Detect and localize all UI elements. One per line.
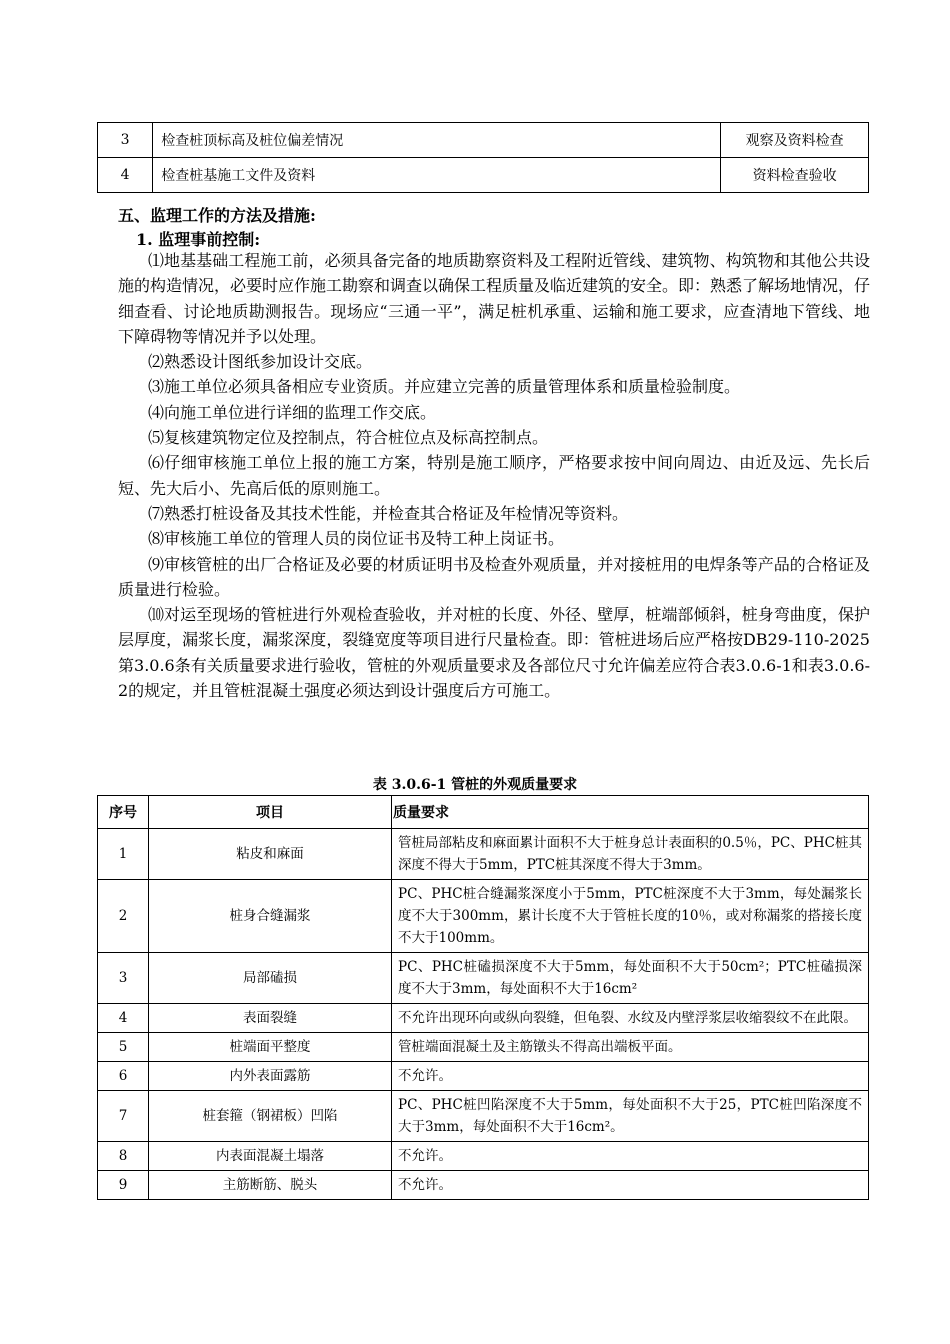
table-row [98,829,869,880]
header-requirement: 质量要求 [392,796,869,829]
body-text [118,248,870,703]
row-item: 桩身合缝漏浆 [149,880,392,953]
header-number: 序号 [98,796,149,829]
quality-requirements-table [97,795,869,1200]
row-item: 局部磕损 [149,953,392,1004]
table-row [98,1171,869,1200]
section-heading: 五、监理工作的方法及措施: [118,206,316,225]
row-item: 内表面混凝土塌落 [149,1142,392,1171]
row-item: 桩套箍（钢裙板）凹陷 [149,1091,392,1142]
row-number: 8 [98,1142,149,1171]
row-number: 4 [98,1004,149,1033]
paragraph: ⑸复核建筑物定位及控制点，符合桩位点及标高控制点。 [148,428,549,448]
paragraph: ⑼审核管桩的出厂合格证及必要的材质证明书及检查外观质量，并对接桩用的电焊条等产品的合格证及质量进行检验。 [118,554,870,599]
table-row [98,158,869,193]
row-item: 主筋断筋、脱头 [149,1171,392,1200]
table-row [98,1062,869,1091]
row-requirement: 管桩局部粘皮和麻面累计面积不大于桩身总计表面积的0.5％，PC、PHC桩其深度不得大于5mm，PTC桩其深度不得大于3mm。 [392,829,869,880]
row-number: 4 [98,158,153,193]
paragraph: ⑹仔细审核施工单位上报的施工方案，特别是施工顺序，严格要求按中间向周边、由近及远、先长后短、先大后小、先高后低的原则施工。 [118,453,870,498]
row-number: 1 [98,829,149,880]
table-row [98,1004,869,1033]
row-item: 表面裂缝 [149,1004,392,1033]
table-row [98,1033,869,1062]
row-number: 2 [98,880,149,953]
table-row [98,1091,869,1142]
header-item: 项目 [149,796,392,829]
table-caption: 表 3.0.6-1 管桩的外观质量要求 [372,777,578,793]
row-requirement: PC、PHC桩合缝漏浆深度小于5mm，PTC桩深度不大于3mm，每处漏浆长度不大于300mm，累计长度不大于管桩长度的10％，或对称漏浆的搭接长度不大于100mm。 [392,880,869,953]
table-row [98,953,869,1004]
paragraph: ⑻审核施工单位的管理人员的岗位证书及特工种上岗证书。 [148,529,565,549]
row-item: 内外表面露筋 [149,1062,392,1091]
row-number: 3 [98,953,149,1004]
row-number: 6 [98,1062,149,1091]
table-header-row [98,796,869,829]
paragraph: ⑴地基基础工程施工前，必须具备完备的地质勘察资料及工程附近管线、建筑物、构筑物和其他公共设施的构造情况，必要时应作施工勘察和调查以确保工程质量及临近建筑的安全。即：熟悉了解场地情况，仔细查看、讨论地质勘测报告。现场应“三通一平”，满足桩机承重、运输和施工要求，应查清地下管线、地下障碍物等情况并予以处理。 [118,251,871,346]
paragraph: ⑶施工单位必须具备相应专业资质。并应建立完善的质量管理体系和质量检验制度。 [148,377,741,397]
row-requirement: 管桩端面混凝土及主筋镦头不得高出端板平面。 [392,1033,869,1062]
sub-heading: 1. 监理事前控制: [136,230,261,249]
paragraph: ⑵熟悉设计图纸参加设计交底。 [148,352,373,372]
row-requirement: 不允许。 [392,1171,869,1200]
row-number: 3 [98,123,153,158]
row-requirement: 不允许。 [392,1062,869,1091]
row-method: 观察及资料检查 [721,123,869,158]
row-requirement: 不允许。 [392,1142,869,1171]
paragraph: ⑷向施工单位进行详细的监理工作交底。 [148,402,437,422]
paragraph: ⑺熟悉打桩设备及其技术性能，并检查其合格证及年检情况等资料。 [148,503,629,523]
row-item: 粘皮和麻面 [149,829,392,880]
paragraph: ⑽对运至现场的管桩进行外观检查验收，并对桩的长度、外径、壁厚，桩端部倾斜，桩身弯曲度，保护层厚度，漏浆长度，漏浆深度，裂缝宽度等项目进行尺量检查。即：管桩进场后应严格按DB29-110-2025第3.0.6条有关质量要求进行验收，管桩的外观质量要求及各部位尺寸允许偏差应符合表3.0.6-1和表3.0.6-2的规定，并且管桩混凝土强度必须达到设计强度后方可施工。 [118,605,870,701]
row-number: 5 [98,1033,149,1062]
table-row [98,880,869,953]
table-row [98,1142,869,1171]
inspection-table [97,122,869,193]
row-requirement: PC、PHC桩凹陷深度不大于5mm，每处面积不大于25，PTC桩凹陷深度不大于3mm，每处面积不大于16cm²。 [392,1091,869,1142]
table-row [98,123,869,158]
row-number: 9 [98,1171,149,1200]
row-method: 资料检查验收 [721,158,869,193]
row-requirement: 不允许出现环向或纵向裂缝，但龟裂、水纹及内壁浮浆层收缩裂纹不在此限。 [392,1004,869,1033]
row-number: 7 [98,1091,149,1142]
row-item: 检查桩顶标高及桩位偏差情况 [153,123,721,158]
row-item: 检查桩基施工文件及资料 [153,158,721,193]
row-item: 桩端面平整度 [149,1033,392,1062]
row-requirement: PC、PHC桩磕损深度不大于5mm，每处面积不大于50cm²；PTC桩磕损深度不大于3mm，每处面积不大于16cm² [392,953,869,1004]
